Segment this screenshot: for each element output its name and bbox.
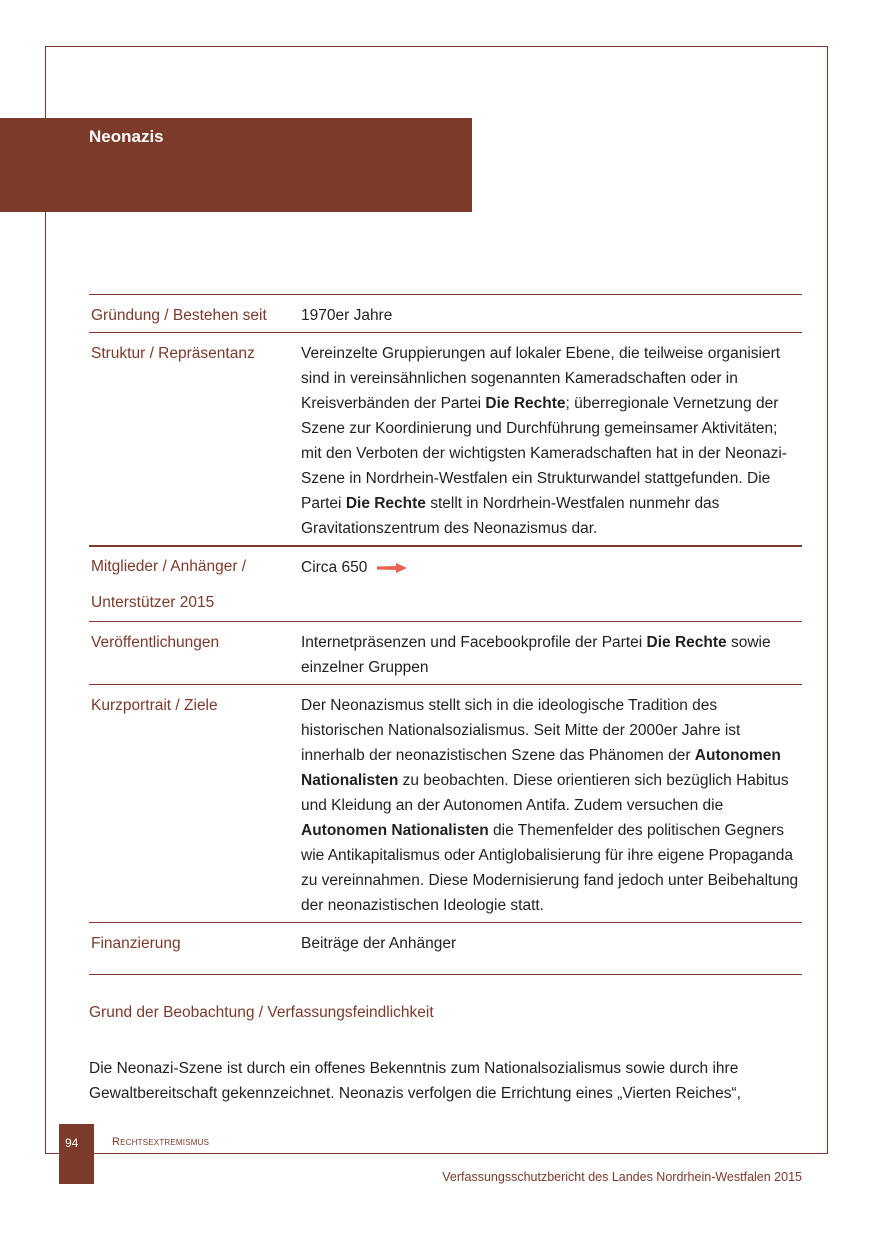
- row-value: Vereinzelte Gruppierungen auf lokaler Ebene, die teilweise organisiert sind in vereinsähnlichen sogenannten Kameradschaften oder in Kreisverbänden der Partei Die Rechte; überregionale Vernetzung der Szene zur Koordinierung und Durchführung gemeinsamer Aktivitäten; mit den Verboten der wichtigsten Kameradschaften hat in der Neonazi-Szene in Nordrhein-Westfalen ein Strukturwandel stattgefunden. Die Partei Die Rechte stellt in Nordrhein-Westfalen nunmehr das Gravitationszentrum des Neonazismus dar.: [301, 345, 787, 537]
- chapter-title: Neonazis: [89, 127, 164, 146]
- chapter-banner: [0, 118, 472, 212]
- row-value: 1970er Jahre: [301, 307, 393, 324]
- row-label: Gründung / Bestehen seit: [91, 307, 267, 324]
- section-heading: Grund der Beobachtung / Verfassungsfeindlichkeit: [89, 1004, 434, 1021]
- row-label: Kurzportrait / Ziele: [91, 697, 218, 714]
- table-row: [89, 333, 802, 547]
- table-row: [89, 546, 802, 622]
- footer-publication-title: Verfassungsschutzbericht des Landes Nordrhein-Westfalen 2015: [442, 1170, 802, 1184]
- page-number: 94: [65, 1136, 79, 1150]
- row-label: Struktur / Repräsentanz: [91, 345, 255, 362]
- row-label: Veröffentlichungen: [91, 634, 220, 651]
- row-value: Internetpräsenzen und Facebookprofile der Partei Die Rechte sowie einzelner Gruppen: [301, 634, 771, 676]
- row-label: Finanzierung: [91, 935, 181, 952]
- page-number-tab: [59, 1124, 94, 1184]
- table-row: [89, 295, 802, 333]
- body-paragraph: Die Neonazi-Szene ist durch ein offenes Bekenntnis zum Nationalsozialismus sowie durch ihre Gewaltbereitschaft gekennzeichnet. Neonazis verfolgen die Errichtung eines „Vierten Reiches“,: [89, 1060, 741, 1102]
- row-value: Circa 650: [301, 546, 802, 622]
- table-row: [89, 923, 802, 975]
- row-value: Der Neonazismus stellt sich in die ideologische Tradition des historischen Nationalsozialismus. Seit Mitte der 2000er Jahre ist innerhalb der neonazistischen Szene das Phänomen der Autonomen Nationalisten zu beobachten. Diese orientieren sich bezüglich Habitus und Kleidung an der Autonomen Antifa. Zudem versuchen die Autonomen Nationalisten die Themenfelder des politischen Gegners wie Antikapitalismus oder Antiglobalisierung für ihre eigene Propaganda zu vereinnahmen. Diese Modernisierung fand jedoch unter Beibehaltung der neonazistischen Ideologie statt.: [301, 697, 799, 914]
- row-label: Mitglieder / Anhänger / Unterstützer 2015: [91, 558, 247, 611]
- running-section-title: Rechtsextremismus: [112, 1136, 210, 1148]
- table-row: [89, 622, 802, 685]
- table-row: [89, 685, 802, 923]
- arrow-right-icon: [376, 562, 408, 574]
- profile-table: [89, 294, 802, 975]
- row-value: Beiträge der Anhänger: [301, 935, 457, 952]
